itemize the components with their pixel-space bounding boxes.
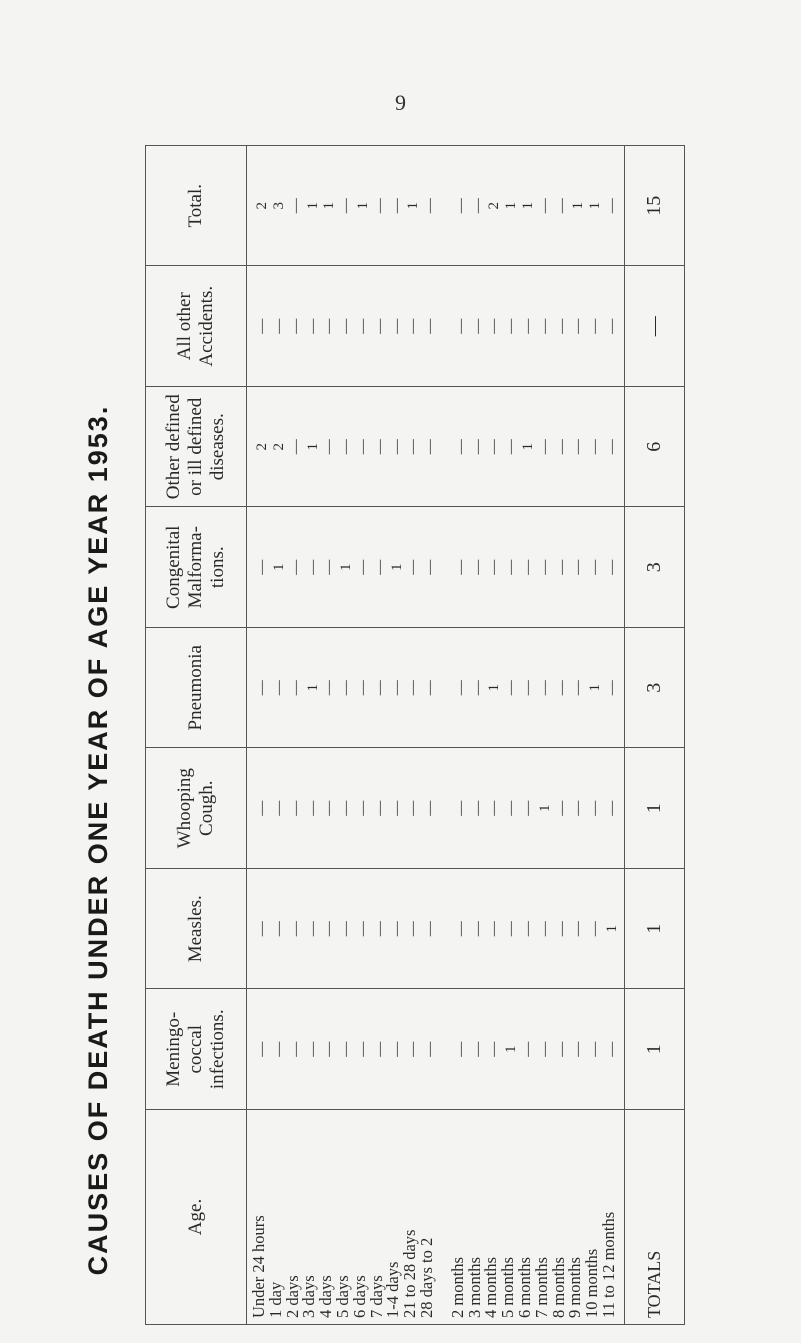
table-cell: — <box>536 439 553 455</box>
table-cell: — <box>422 559 439 575</box>
table-cell: — <box>486 1041 503 1057</box>
table-cell: — <box>570 1041 587 1057</box>
table-cell: — <box>587 439 604 455</box>
table-cell: — <box>553 680 570 696</box>
header-whooping-cough: Whooping Cough. <box>146 748 247 869</box>
table-cell: — <box>371 800 388 816</box>
table-cell: — <box>553 559 570 575</box>
total-other-diseases: 6 <box>625 387 685 508</box>
table-cell: — <box>587 800 604 816</box>
table-cell: — <box>388 318 405 334</box>
col-meningococcal <box>247 989 625 1110</box>
age-label: 7 months <box>531 1257 551 1318</box>
col-other-diseases <box>247 387 625 508</box>
table-cell: 1 <box>536 804 553 812</box>
table-cell: — <box>304 559 321 575</box>
header-all-other-accidents: All other Accidents. <box>146 266 247 387</box>
table-cell: — <box>469 1041 486 1057</box>
table-cell: — <box>536 318 553 334</box>
table-cell: — <box>452 921 469 937</box>
table-cell: — <box>570 680 587 696</box>
table-cell: — <box>503 921 520 937</box>
table-cell: 3 <box>270 202 287 210</box>
age-label: 3 months <box>464 1257 484 1318</box>
table-cell: — <box>405 439 422 455</box>
table-cell: — <box>254 921 271 937</box>
table-cell: — <box>287 439 304 455</box>
table-cell: 1 <box>587 684 604 692</box>
table-cell: 2 <box>254 202 271 210</box>
table-cell: — <box>452 439 469 455</box>
table-cell: — <box>520 318 537 334</box>
age-label: 3 days <box>299 1275 319 1318</box>
table-cell: — <box>304 800 321 816</box>
col-measles <box>247 869 625 990</box>
table-cell: — <box>405 318 422 334</box>
header-measles: Measles. <box>146 869 247 990</box>
age-label: 2 months <box>447 1257 467 1318</box>
table-cell: — <box>354 1041 371 1057</box>
table-cell: — <box>270 921 287 937</box>
table-cell: — <box>553 439 570 455</box>
table-cell: 1 <box>405 202 422 210</box>
table-cell: — <box>604 1041 621 1057</box>
age-label: 2 days <box>282 1275 302 1318</box>
table-cell: 2 <box>486 202 503 210</box>
table-cell: — <box>452 318 469 334</box>
table-cell: — <box>452 800 469 816</box>
table-cell: — <box>270 1041 287 1057</box>
table-cell: — <box>354 921 371 937</box>
header-meningococcal: Meningo- coccal infections. <box>146 989 247 1110</box>
total-total: 15 <box>625 146 685 267</box>
col-total <box>247 146 625 267</box>
age-label: 5 months <box>498 1257 518 1318</box>
table-cell: — <box>536 680 553 696</box>
total-accidents: — <box>625 266 685 387</box>
header-other-diseases: Other defined or ill defined diseases. <box>146 387 247 508</box>
age-label: 7 days <box>366 1275 386 1318</box>
table-cell: — <box>354 800 371 816</box>
header-row <box>146 146 247 1325</box>
table-cell: — <box>604 198 621 214</box>
table-cell: — <box>388 439 405 455</box>
table-cell: — <box>553 800 570 816</box>
age-label: 4 months <box>481 1257 501 1318</box>
table-cell: — <box>604 559 621 575</box>
table-cell: 1 <box>304 443 321 451</box>
age-label: 9 months <box>565 1257 585 1318</box>
table-cell: 1 <box>388 563 405 571</box>
table-cell: — <box>587 559 604 575</box>
table-cell: — <box>486 921 503 937</box>
age-label: 4 days <box>316 1275 336 1318</box>
table-cell: — <box>452 680 469 696</box>
table-cell: — <box>486 559 503 575</box>
table-cell: — <box>422 198 439 214</box>
table-cell: — <box>486 439 503 455</box>
age-label: 11 to 12 months <box>598 1211 618 1318</box>
table-cell: — <box>570 921 587 937</box>
table-cell: — <box>287 800 304 816</box>
table-cell: — <box>553 921 570 937</box>
age-label: 8 months <box>548 1257 568 1318</box>
table-cell: — <box>469 800 486 816</box>
table-cell: — <box>287 921 304 937</box>
table-cell: — <box>270 680 287 696</box>
totals-row <box>625 146 685 1325</box>
table-cell: — <box>422 439 439 455</box>
table-cell: — <box>503 318 520 334</box>
table-cell: — <box>520 559 537 575</box>
table-cell: — <box>452 1041 469 1057</box>
table-cell: — <box>553 1041 570 1057</box>
table-cell: — <box>371 1041 388 1057</box>
table-cell: — <box>338 800 355 816</box>
table-cell: — <box>304 921 321 937</box>
table-cell: — <box>422 680 439 696</box>
table-cell: — <box>520 680 537 696</box>
table-cell: — <box>422 921 439 937</box>
age-list <box>247 1110 618 1318</box>
table-cell: — <box>587 921 604 937</box>
table-cell: — <box>570 559 587 575</box>
table-cell: 1 <box>587 202 604 210</box>
table-cell: — <box>371 198 388 214</box>
table-cell: 1 <box>270 563 287 571</box>
table-cell: — <box>422 318 439 334</box>
table-cell: — <box>371 439 388 455</box>
body-row <box>247 146 625 1325</box>
table-cell: — <box>270 800 287 816</box>
table-cell: — <box>452 198 469 214</box>
table-cell: — <box>304 1041 321 1057</box>
table-cell: — <box>536 921 553 937</box>
table-cell: — <box>469 559 486 575</box>
table-cell: — <box>354 559 371 575</box>
table-cell: — <box>503 439 520 455</box>
table-cell: — <box>604 439 621 455</box>
table-cell: — <box>388 800 405 816</box>
table-cell: 1 <box>570 202 587 210</box>
table-cell: — <box>570 318 587 334</box>
table-cell: — <box>321 800 338 816</box>
age-label: 5 days <box>332 1275 352 1318</box>
table-cell: — <box>486 318 503 334</box>
page-number: 9 <box>395 90 406 115</box>
table-cell: — <box>422 800 439 816</box>
table-cell: — <box>254 680 271 696</box>
col-pneumonia <box>247 628 625 749</box>
table-cell: — <box>338 680 355 696</box>
table-cell: — <box>287 198 304 214</box>
table-cell: — <box>570 439 587 455</box>
header-pneumonia: Pneumonia <box>146 628 247 749</box>
col-whooping-cough <box>247 748 625 869</box>
table-cell: 1 <box>338 563 355 571</box>
table-cell: — <box>486 800 503 816</box>
table-cell: — <box>422 1041 439 1057</box>
age-label: 1 day <box>265 1281 285 1318</box>
table-cell: — <box>287 680 304 696</box>
table-cell: — <box>405 680 422 696</box>
total-pneumonia: 3 <box>625 628 685 749</box>
table-cell: — <box>520 921 537 937</box>
table-cell: — <box>338 921 355 937</box>
table-cell: 1 <box>503 202 520 210</box>
table-cell: — <box>388 198 405 214</box>
total-meningococcal: 1 <box>625 989 685 1110</box>
table-cell: — <box>405 1041 422 1057</box>
table-cell: 1 <box>503 1045 520 1053</box>
table-cell: — <box>469 318 486 334</box>
table-cell: 1 <box>520 443 537 451</box>
table-cell: — <box>304 318 321 334</box>
table-cell: — <box>553 318 570 334</box>
table-cell: — <box>371 559 388 575</box>
table-cell: 2 <box>270 443 287 451</box>
table-cell: — <box>371 680 388 696</box>
table-cell: — <box>503 680 520 696</box>
table-cell: — <box>536 1041 553 1057</box>
table-cell: — <box>354 439 371 455</box>
col-accidents <box>247 266 625 387</box>
table-cell: — <box>388 921 405 937</box>
table-cell: — <box>452 559 469 575</box>
table-cell: — <box>254 559 271 575</box>
table-cell: 1 <box>304 684 321 692</box>
table-cell: — <box>287 559 304 575</box>
table-cell: — <box>321 921 338 937</box>
causes-of-death-table <box>145 145 685 1325</box>
total-whooping-cough: 1 <box>625 748 685 869</box>
table-cell: — <box>405 921 422 937</box>
table-cell: — <box>321 318 338 334</box>
table-cell: — <box>254 800 271 816</box>
table-cell: — <box>587 1041 604 1057</box>
header-age: Age. <box>146 1110 247 1325</box>
page-title: CAUSES OF DEATH UNDER ONE YEAR OF AGE YEAR 1953. <box>82 404 113 1276</box>
table-cell: — <box>469 680 486 696</box>
table-cell: — <box>321 559 338 575</box>
table-cell: — <box>321 439 338 455</box>
table-cell: — <box>604 318 621 334</box>
table-cell: 1 <box>604 925 621 933</box>
age-label: Under 24 hours <box>249 1215 268 1318</box>
table-cell: — <box>604 800 621 816</box>
table-cell: — <box>338 198 355 214</box>
table-cell: — <box>570 800 587 816</box>
age-label: 21 to 28 days <box>400 1229 420 1318</box>
rotated-table-wrapper <box>145 145 685 1325</box>
age-label: 6 months <box>514 1257 534 1318</box>
table-cell: — <box>270 318 287 334</box>
table-cell: — <box>321 1041 338 1057</box>
totals-label: TOTALS <box>625 1110 685 1325</box>
table-cell: 1 <box>354 202 371 210</box>
table-cell: — <box>587 318 604 334</box>
age-label: 6 days <box>349 1275 369 1318</box>
total-measles: 1 <box>625 869 685 990</box>
table-cell: — <box>338 1041 355 1057</box>
table-cell: — <box>520 1041 537 1057</box>
table-cell: — <box>321 680 338 696</box>
table-cell: — <box>469 198 486 214</box>
table-cell: — <box>405 559 422 575</box>
table-cell: — <box>388 1041 405 1057</box>
table-cell: — <box>553 198 570 214</box>
age-cell <box>247 1110 625 1325</box>
table-cell: — <box>287 318 304 334</box>
table-cell: — <box>503 800 520 816</box>
table-cell: — <box>503 559 520 575</box>
table-cell: — <box>371 318 388 334</box>
table-cell: 1 <box>486 684 503 692</box>
table-cell: — <box>469 921 486 937</box>
table-cell: 2 <box>254 443 271 451</box>
table-cell: 1 <box>520 202 537 210</box>
col-congenital <box>247 507 625 628</box>
table-cell: — <box>604 680 621 696</box>
table-cell: — <box>254 1041 271 1057</box>
header-total: Total. <box>146 146 247 267</box>
table-cell: — <box>520 800 537 816</box>
age-label: 1-4 days <box>383 1261 403 1318</box>
table-cell: — <box>354 680 371 696</box>
table-cell: — <box>469 439 486 455</box>
table-cell: — <box>536 559 553 575</box>
age-label: 10 months <box>582 1248 602 1318</box>
table-cell: 1 <box>321 202 338 210</box>
table-cell: — <box>287 1041 304 1057</box>
table-cell: — <box>338 439 355 455</box>
table-cell: — <box>388 680 405 696</box>
total-congenital: 3 <box>625 507 685 628</box>
table-cell: — <box>254 318 271 334</box>
header-congenital-malformations: Congenital Malforma- tions. <box>146 507 247 628</box>
table-cell: 1 <box>304 202 321 210</box>
table-cell: — <box>405 800 422 816</box>
table-cell: — <box>354 318 371 334</box>
table-cell: — <box>536 198 553 214</box>
age-label: 28 days to 2 <box>416 1237 436 1318</box>
table-cell: — <box>371 921 388 937</box>
table-cell: — <box>338 318 355 334</box>
